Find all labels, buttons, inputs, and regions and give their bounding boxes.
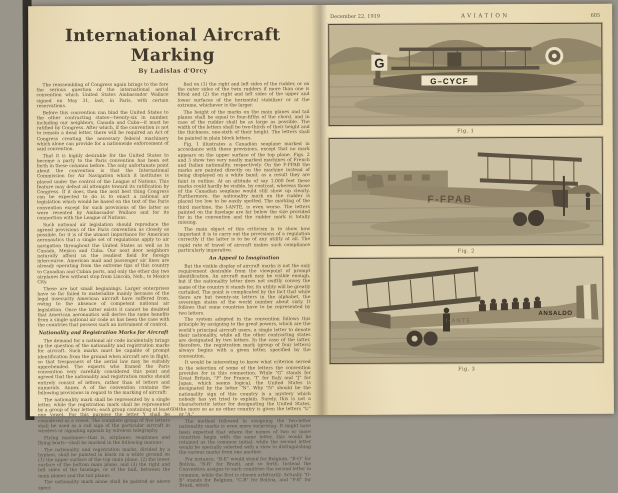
fig2-registration-marking: F-FPAB — [427, 194, 472, 205]
paragraph: The system adopted in the convention follows this principle by assigning to the great powers, which are the world's principal aircraft users, a single letter to denote their nationality, while all the other contracting states are designated by two letters. In the case of the latter, therefore, the registration mark (group of four letters) always begins with a given letter, specified by the convention. — [178, 317, 310, 359]
paragraph: These are but small beginnings. Larger enterprises have so far failed to materialize mainly because of the legal insecurity American aircraft have suffered from, owing to the absence of competent national air legislation. Once the latter exists it cannot be doubted that American aeronautics will derive the same benefits from a single national air code as has been the case with the countries that possess such an instrument of control. — [37, 286, 169, 328]
column-1 — [36, 83, 170, 493]
article-byline: By Ladislas d'Orcy — [28, 67, 317, 75]
article-title: International Aircraft Marking — [36, 25, 309, 66]
paragraph: The nationality mark alone shall be painted as above speci- — [38, 480, 170, 491]
fig3-photo — [329, 257, 603, 364]
fig1-registration-marking: G–CYCF — [430, 77, 468, 86]
right-page-number: 605 — [591, 13, 601, 19]
paragraph: The reassembling of Congress again brings to the fore the serious question of the international aerial convention which United States Ambassador Wallace signed on May 31, last, in Paris, with certain reservations. — [36, 83, 168, 110]
paragraph: The nationality and registration marks, divided by a hyphen, shall be painted in black on a white ground on (1) the upper surface of the top main plane, (2) the lower surface of the bottom main plane, and (3) the right and left sides of the fuselage, or of the hull, between the main planes and the tail planes. — [38, 447, 170, 479]
seaplane-illustration — [329, 24, 601, 125]
paragraph: Such national air legislation should reproduce the agreed provisions of the Paris convention as closely as possible, for it is of the utmost importance for American aeronautics that a single set of regulations apply to air navigation throughout the United States as well as in Canada, Mexico and Cuba. Our next door neighbors naturally afford us the readiest field for foreign intercourse. American mail and passenger air lines are already operating from the extreme tips of this country to Canadian and Cuban ports, and only the other day two airplanes flew without stop from Lincoln, Neb., to Mexico City. — [37, 222, 169, 285]
ansaldo-biplane-illustration — [330, 258, 602, 363]
left-page-number: 604 — [30, 407, 319, 413]
fig1-photo — [328, 23, 602, 126]
paragraph: It would be interesting to know what criterion served in the selection of some of the letters the convention provides for in this connection. While "G" stands for Great Britain, "F" for France, "I" for Italy and "J" for Japan, which seems logical, the United States is designated by the letter "N". Why "N" should be the nationality sign of this country is a mystery which nobody has yet tried to explain. Surely, this is not a characteristic letter for designating the United States, the more so as no other country is given the letters "U" or "A." — [179, 360, 311, 418]
right-page — [317, 4, 614, 415]
magazine-spread — [28, 4, 614, 417]
column-2 — [177, 82, 311, 492]
article-columns — [28, 82, 319, 492]
paragraph: But the visible display of aircraft marks is not the only requirement desirable from the viewpoint of prompt identification. An aircraft mark may be visible enough, but if the nationality letter does not swiftly convey the name of the country it stands for, its utility will be greatly curtailed. The point is complicated by the fact that while there are but twenty-six letters in the alphabet, the sovereign states of the world number about sixty. It follows that some countries have to be represented by two letters. — [178, 264, 310, 317]
figure-3 — [329, 257, 603, 373]
magazine-title: AVIATION — [461, 13, 510, 19]
fig3-caption: Fig. 3 — [330, 365, 604, 372]
paragraph: Flying machines—that is, airplanes, seaplanes and flying boats—shall be marked in the following manner: — [38, 435, 170, 446]
fig3-registration-marking: I-ANTE — [446, 318, 472, 324]
paragraph: The height of the marks on the main planes and tail planes shall be equal to four-fifths of the chord, and in case of the rudder shall be as large as possible. The width of the letters shall be two-thirds of their height and the thickness, one-sixth of their height. The letters shall be painted in plain block letters. — [178, 110, 310, 142]
paragraph: Before this convention can bind the United States to the other contracting states—twenty-six in number, including our neighbors, Canada and Cuba—it must be ratified by Congress. After which, if the convention is not to remain a dead letter, there will be required an Act of Congress creating the necessary federal machinery which alone can provide for a nationwide enforcement of said convention. — [37, 110, 169, 152]
left-page — [28, 5, 319, 416]
paragraph: The method followed in assigning the two-letter nationality marks is even more surprising. It might have been expected that where the names of two or more countries begin with the same letter, this would be retained as the common initial, while the second letter would be specially selected with a view to distinguishing the various marks from one another. — [179, 419, 311, 456]
running-head — [328, 13, 602, 20]
paragraph: The main object of this criticism is to show how important it is to carry out the provisions of a regulation correctly if the latter is to be of any utility at all. The rapid rate of travel of aircraft makes such compliance particularly imperative. — [178, 227, 310, 254]
figure-1 — [328, 23, 602, 135]
fig2-photo — [329, 137, 603, 246]
paragraph: Fig. 1 illustrates a Canadian seaplane marked in accordance with these provisions, except that no mark appears on the upper surface of the top plane. Figs. 2 and 3 show two very neatly marked machines of French and Italian nationality, respectively. On the F-FPAB the marks are painted directly on the machine instead of being displayed on a white band; as a result they are faint in outline. At an altitude of say 1,000 feet these marks could hardly be visible, by contrast, whereas those of the Canadian seaplane would still show up clearly. Furthermore, the nationality mark on the rudder is placed too low to be easily spotted. The marking of the third machine, the I-ANTE, is even worse. The letters painted on the fuselage are far below the size provided for in the convention and the rudder mark is totally missing. — [178, 142, 310, 226]
paragraph: That it is highly desirable for the United States to become a party to the Paris convention has been set forth in these columns before. The only unfortunate point about the convention is that the International Commission for Air Navigation which it institutes is placed under the control of the League of Nations. This feature may defeat all attempts toward its ratification by Congress. If it does, then the next best thing Congress can be expected to do is to enact a national air legislation which would be based on the text of the Paris convention except for such provisions of the latter as were resented by Ambassador Wallace and for its connection with the League of Nations. — [37, 153, 169, 221]
fig1-caption: Fig. 1 — [329, 127, 603, 134]
section-heading-appeal: An Appeal to Imagination — [178, 256, 310, 262]
paragraph: The nationality mark shall be represented by a single letter, while the registration mark shall be represented by a group of four letters; each group containing at least one vowel. For this purpose the letter Y shall be considered as a vowel. The complete group of five letters shall be used as a call sign of the particular aircraft in wireless or signaling appeals by wireless telegraphy. — [38, 397, 170, 434]
french-biplane-illustration — [330, 138, 602, 245]
paragraph: The demand for a national air code incidentally brings up the question of the nationality and registration marks for aircraft. Such marks must be capable of prompt identification from the ground when aircraft are in flight, so that trespassers of the aerial law may be suitably apprehended. The experts who framed the Paris convention very carefully considered this point and agreed that the nationality and registration marks should entirely consist of letters, rather than of letters and numerals. Annex A of the convention contains the following provisions in regard to the marking of aircraft: — [38, 339, 170, 397]
paragraph: fied on (1) the right and left sides of the rudder, or on the outer sides of the twin rudders if more than one is fitted and (2) the right and left sides of the upper and lower surfaces of the horizontal stabilizer or at the extreme, whichever is the larger. — [177, 82, 309, 109]
fig3-maker-marking: ANSALDO — [538, 310, 572, 317]
figure-2 — [329, 137, 604, 255]
issue-date: December 22, 1919 — [330, 14, 380, 20]
section-heading-marks: Nationality and Registration Marks for Aircraft — [38, 331, 170, 337]
fig2-caption: Fig. 2 — [329, 247, 603, 254]
fig1-tail-letter: G — [374, 56, 384, 71]
paragraph: For instance, "B-E" would stand for Belgium, "B-O" for Bolivia, "B-R" for Brazil, and so forth. Instead the Convention assigns to such countries the second letter in common, while the first is chosen arbitrarily. Actually "O-B" stands for Belgium, "C-B" for Bolivia, and "P-B" for Brazil, which — [179, 457, 311, 489]
